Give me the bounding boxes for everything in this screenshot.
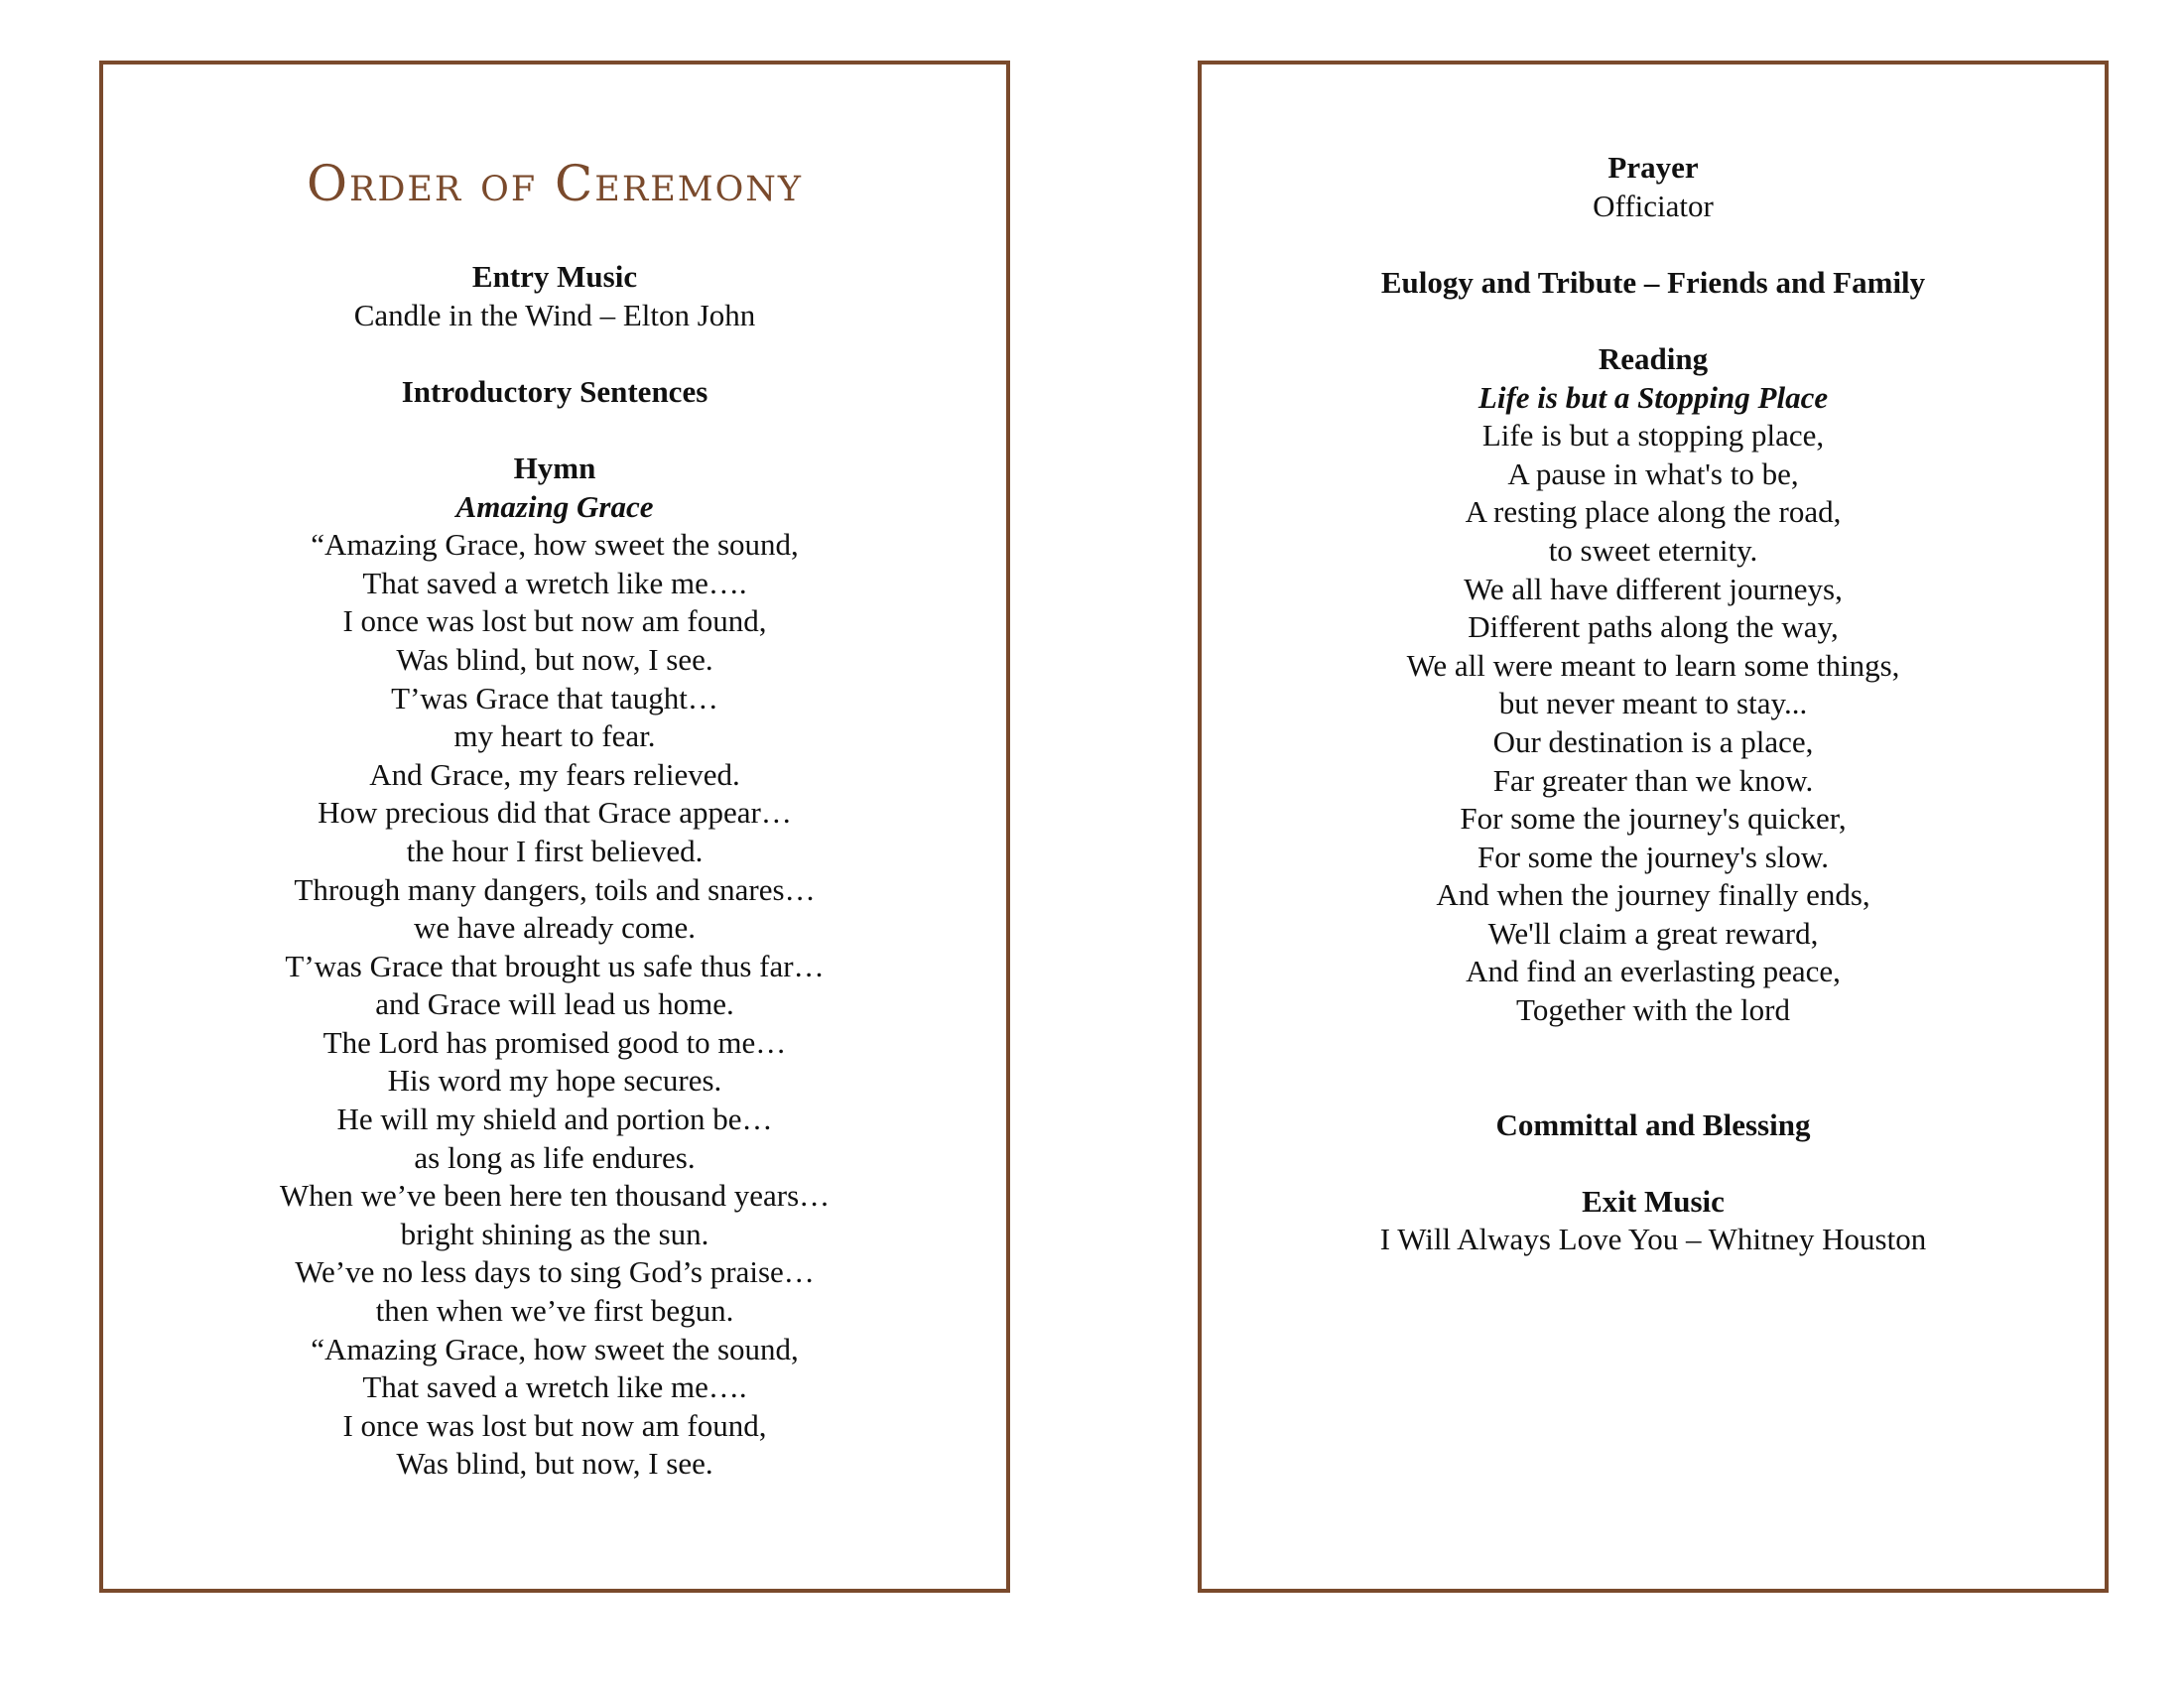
poem-line: to sweet eternity.: [1548, 532, 1758, 568]
hymn-line: His word my hope secures.: [387, 1063, 722, 1099]
hymn-line: We’ve no less days to sing God’s praise…: [295, 1254, 815, 1290]
page-title: Order of Ceremony: [306, 155, 804, 212]
committal-heading: Committal and Blessing: [1495, 1106, 1811, 1142]
hymn-line: my heart to fear.: [453, 718, 656, 754]
poem-line: A resting place along the road,: [1465, 494, 1842, 530]
poem-line: A pause in what's to be,: [1507, 455, 1799, 491]
hymn-line: When we’ve been here ten thousand years…: [279, 1178, 831, 1214]
exit-music-detail: I Will Always Love You – Whitney Houston: [1379, 1222, 1927, 1257]
hymn-line: T’was Grace that taught…: [391, 680, 718, 715]
hymn-line: “Amazing Grace, how sweet the sound,: [311, 527, 799, 563]
hymn-line: How precious did that Grace appear…: [318, 795, 792, 831]
poem-line: And find an everlasting peace,: [1466, 954, 1841, 989]
hymn-line: and Grace will lead us home.: [375, 986, 734, 1022]
hymn-title: Amazing Grace: [455, 488, 654, 524]
left-page-content: [103, 155, 1006, 1484]
spacer: [103, 411, 1006, 450]
prayer-detail: Officiator: [1593, 188, 1714, 223]
hymn-line: That saved a wretch like me….: [362, 1369, 747, 1405]
spacer: [1202, 1144, 2105, 1183]
prayer-heading: Prayer: [1607, 150, 1699, 185]
poem-line: We all were meant to learn some things,: [1406, 647, 1900, 683]
poem-line: but never meant to stay...: [1498, 686, 1808, 721]
poem-line: Far greater than we know.: [1492, 762, 1814, 798]
hymn-line: T’was Grace that brought us safe thus far…: [285, 948, 825, 983]
entry-music-heading: Entry Music: [471, 259, 638, 294]
reading-poem: [1202, 417, 2105, 1030]
poem-line: And when the journey finally ends,: [1436, 877, 1870, 913]
right-page-content: [1202, 149, 2105, 1259]
entry-music-detail: Candle in the Wind – Elton John: [353, 297, 756, 332]
hymn-line: Through many dangers, toils and snares…: [294, 871, 816, 907]
eulogy-heading: Eulogy and Tribute – Friends and Family: [1380, 264, 1926, 300]
hymn-lyrics: [103, 526, 1006, 1484]
poem-line: For some the journey's quicker,: [1460, 801, 1847, 837]
reading-heading: Reading: [1598, 340, 1709, 376]
poem-line: Together with the lord: [1516, 992, 1790, 1028]
introductory-sentences-heading: Introductory Sentences: [401, 373, 708, 409]
hymn-line: as long as life endures.: [414, 1139, 696, 1175]
hymn-line: I once was lost but now am found,: [342, 603, 767, 639]
spacer: [1202, 302, 2105, 340]
exit-music-heading: Exit Music: [1582, 1183, 1725, 1219]
hymn-line: He will my shield and portion be…: [336, 1102, 773, 1137]
hymn-line: then when we’ve first begun.: [375, 1293, 734, 1329]
hymn-line: we have already come.: [413, 910, 696, 946]
spacer: [103, 334, 1006, 373]
hymn-line: I once was lost but now am found,: [342, 1407, 767, 1443]
poem-line: Different paths along the way,: [1468, 609, 1839, 645]
hymn-line: Was blind, but now, I see.: [396, 641, 713, 677]
right-page-panel: [1198, 61, 2109, 1593]
poem-line: Our destination is a place,: [1492, 723, 1814, 759]
hymn-line: That saved a wretch like me….: [362, 565, 747, 600]
hymn-line: “Amazing Grace, how sweet the sound,: [311, 1331, 799, 1366]
poem-line: Life is but a stopping place,: [1481, 418, 1825, 454]
hymn-heading: Hymn: [513, 450, 596, 485]
spacer: [1202, 1030, 2105, 1106]
poem-line: We all have different journeys,: [1464, 571, 1843, 606]
hymn-line: The Lord has promised good to me…: [322, 1024, 787, 1060]
left-page-panel: [99, 61, 1010, 1593]
hymn-line: the hour I first believed.: [406, 833, 704, 868]
reading-title: Life is but a Stopping Place: [1477, 379, 1829, 415]
poem-line: For some the journey's slow.: [1477, 839, 1830, 874]
hymn-line: Was blind, but now, I see.: [396, 1446, 713, 1482]
hymn-line: bright shining as the sun.: [400, 1216, 709, 1251]
hymn-line: And Grace, my fears relieved.: [369, 756, 740, 792]
poem-line: We'll claim a great reward,: [1487, 915, 1819, 951]
spacer: [1202, 225, 2105, 264]
